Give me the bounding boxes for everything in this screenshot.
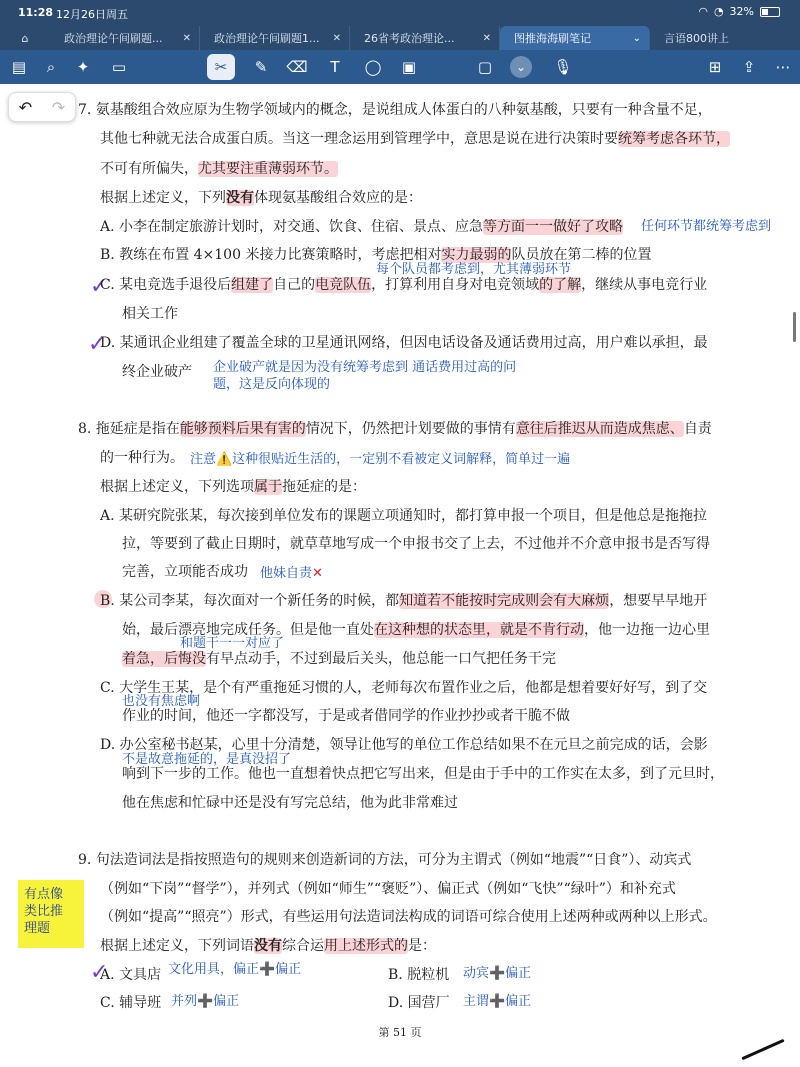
q9-stem-line2: （例如“下岗”“督学”），并列式（例如“师生”“褒贬”）、偏正式（例如“飞快”“绿叶”）和补充式 xyxy=(100,881,676,897)
text: 根据上述定义，下列选项 xyxy=(100,479,254,495)
highlight: 组建了 xyxy=(231,277,274,293)
q8-stem-line1 xyxy=(78,420,712,438)
search-icon[interactable]: ⌕ xyxy=(46,58,56,76)
q7-question xyxy=(100,189,422,207)
q8-option-a-cont2: 完善，立项能否成功 xyxy=(122,564,248,580)
tab-4-active[interactable] xyxy=(500,26,650,50)
q7-stem-line1: 7. 氨基酸组合效应原为生物学领域内的概念，是说组成人体蛋白的八种氨基酸，只要有一种含量不足， xyxy=(78,102,712,118)
text: 队员放在第二棒的位置 xyxy=(511,247,652,263)
q7-option-d: D. 某通讯企业组建了覆盖全球的卫星通讯网络，但因电话设备及通话费用过高，用户难以承担，最 xyxy=(100,335,708,351)
note-q9-c: 并列➕偏正 xyxy=(171,994,240,1009)
q8-question xyxy=(100,478,366,496)
highlight: 没有 xyxy=(254,938,282,954)
highlight: 意往后推迟从而造成焦虑、 xyxy=(515,421,684,437)
chevron-down-icon[interactable]: ⌄ xyxy=(632,32,641,44)
text: 自己的 xyxy=(273,277,316,293)
tab-label: 政治理论午间刷题... xyxy=(64,32,163,45)
text: 他妹自责 xyxy=(260,566,313,581)
tab-label: 政治理论午间刷题1... xyxy=(214,32,320,45)
text: 情况下，仍然把计划要做的事情有 xyxy=(305,421,516,437)
home-icon[interactable]: ⌂ xyxy=(21,31,29,45)
q9-option-a: A. 文具店 xyxy=(100,967,162,983)
text: ，打算利用自身对电竞领域 xyxy=(371,277,540,293)
tab-label: 言语800讲上 xyxy=(664,32,729,45)
note-q8-c: 也没有焦虑啊 xyxy=(122,694,201,709)
q8-option-d: D. 办公室秘书赵某，心里十分清楚，领导让他写的单位工作总结如果不在元旦之前完成的话，会影 xyxy=(100,737,708,753)
pages-icon[interactable]: ▭ xyxy=(111,58,127,76)
q8-option-d-cont1: 响到下一步的工作。他也一直想着快点把它写出来，但是由于手中的工作实在太多，到了元旦时， xyxy=(122,766,724,782)
note-q9-a: 文化用具，偏正➕偏正 xyxy=(168,962,302,977)
note-q8-d: 不是故意拖延的，是真没招了 xyxy=(122,752,292,767)
q7-option-c xyxy=(100,276,707,294)
text: 其他七种就无法合成蛋白质。当这一理念运用到管理学中，意思是说在进行决策时要 xyxy=(100,131,618,147)
note-q7-b: 每个队员都考虑到，尤其薄弱环节 xyxy=(376,262,572,277)
q9-option-b: B. 脱粒机 xyxy=(388,967,450,983)
highlight: 属于 xyxy=(254,479,282,495)
q8-option-a-cont1: 拉，等要到了截止日期时，就草草地写成一个申报书交了上去，不过他并不介意申报书是否写得 xyxy=(122,536,710,552)
check-icon: ✓ xyxy=(90,274,109,299)
tab-label: 图推海海刷笔记 xyxy=(514,32,591,45)
q9-question xyxy=(100,937,436,955)
text: 自责 xyxy=(683,421,712,437)
page-number: 第 51 页 xyxy=(378,1026,422,1039)
alarm-icon: ◔ xyxy=(713,5,724,18)
highlight: 知道若不能按时完成则会有大麻烦 xyxy=(399,593,610,609)
status-time: 11:28 xyxy=(18,6,54,19)
undo-redo xyxy=(8,92,76,122)
text: B. 某公司李某，每次面对一个新任务的时候，都 xyxy=(100,593,400,609)
highlight: 等方面一一做好了攻略 xyxy=(483,219,624,235)
tab-label: 26省考政治理论... xyxy=(364,32,455,45)
pen-icon[interactable]: ✎ xyxy=(254,58,268,76)
q8-option-c-cont: 作业的时间，他还一字都没写，于是或者借同学的作业抄抄或者干脆不做 xyxy=(122,708,570,724)
highlight: 着急，后悔没 xyxy=(122,651,206,667)
note-q7-d-line2: 题，这是反向体现的 xyxy=(213,377,331,392)
text: ，想要早早地开 xyxy=(609,593,708,609)
q7-option-d-cont: 终企业破产 xyxy=(122,364,192,380)
q8-option-a: A. 某研究院张某，每次接到单位发布的课题立项通知时，都打算申报一个项目，但是他总是拖拖拉 xyxy=(100,508,708,524)
highlight: 用上述形式的 xyxy=(324,938,408,954)
scrollbar[interactable] xyxy=(793,312,796,342)
text: 根据上述定义，下列词语 xyxy=(100,938,254,954)
q7-option-c-cont: 相关工作 xyxy=(122,306,178,322)
note-q7-d-line1: 企业破产就是因为没有统筹考虑到 通话费用过高的问 xyxy=(213,360,517,375)
status-date: 12月26日周五 xyxy=(56,8,128,21)
q7-stem-line3 xyxy=(100,160,338,178)
tab-2[interactable] xyxy=(200,26,350,50)
status-right xyxy=(698,5,780,18)
highlight: 没有 xyxy=(226,190,254,206)
highlight: 的了解 xyxy=(539,277,582,293)
sparkle-icon[interactable]: ✦ xyxy=(76,58,90,76)
tab-1[interactable] xyxy=(50,26,200,50)
image-icon[interactable]: ▣ xyxy=(401,58,417,76)
text: A. 小李在制定旅游计划时，对交通、饮食、住宿、景点、应急 xyxy=(100,219,484,235)
sticker-icon[interactable]: ▢ xyxy=(477,58,493,76)
q8-stem-line2: 的一种行为。 xyxy=(100,450,184,466)
sticky-note[interactable]: 有点像 类比推 理题 xyxy=(18,880,84,948)
status-bar xyxy=(0,0,800,26)
redo-icon[interactable]: ↷ xyxy=(51,97,66,117)
q9-option-c: C. 辅导班 xyxy=(100,995,162,1011)
note-q9-d: 主谓➕偏正 xyxy=(463,994,532,1009)
highlight: 在这种想的状态里，就是不肯行动 xyxy=(374,622,584,638)
note-q8-stem: 注意⚠️这种很贴近生活的，一定别不看被定义词解释，简单过一遍 xyxy=(190,452,571,467)
q9-option-d: D. 国营厂 xyxy=(388,995,450,1011)
close-icon[interactable]: ✕ xyxy=(482,32,491,44)
battery-icon xyxy=(760,7,780,17)
battery-percent: 32% xyxy=(729,5,754,18)
q7-stem-line2 xyxy=(100,130,730,148)
sidebar-icon[interactable]: ▤ xyxy=(11,58,27,76)
close-icon[interactable]: ✕ xyxy=(332,32,341,44)
more-icon[interactable]: ⋯ xyxy=(775,58,791,76)
q7-option-a xyxy=(100,218,623,236)
highlight: 实力最弱的 xyxy=(441,247,512,263)
highlight: 尤其要注重薄弱环节。 xyxy=(198,161,338,177)
q8-option-c: C. 大学生王某，是个有严重拖延习惯的人，老师每次布置作业之后，他都是想着要好好写，到了交 xyxy=(100,680,708,696)
eraser-icon[interactable]: ⌫ xyxy=(286,58,308,76)
text: B. 教练在布置 4×100 米接力比赛策略时，考虑把相对 xyxy=(100,247,442,263)
note-q9-b: 动宾➕偏正 xyxy=(463,966,532,981)
check-icon: ✓ xyxy=(88,332,107,357)
note-q8-a xyxy=(260,566,323,582)
text: ，他一边拖一边心里 xyxy=(584,622,710,638)
q9-stem-line1: 9. 句法造词法是指按照造句的规则来创造新词的方法，可分为主谓式（例如“地震”“日食”）、动宾式 xyxy=(78,852,692,868)
highlight: 能够预料后果有害的 xyxy=(179,421,306,437)
export-icon[interactable]: ⊞ xyxy=(708,58,722,76)
text: ，继续从事电竞行业 xyxy=(581,277,708,293)
tab-5[interactable] xyxy=(650,26,790,50)
q8-option-d-cont2: 他在焦虑和忙碌中还是没有写完总结，他为此非常难过 xyxy=(122,795,458,811)
text: 体现氨基酸组合效应的是： xyxy=(254,190,422,206)
highlight: 电竞队伍 xyxy=(315,277,372,293)
note-q7-a: 任何环节都统筹考虑到 xyxy=(641,219,772,234)
wifi-icon: ◠ xyxy=(698,5,708,18)
text: 是： xyxy=(408,938,436,954)
lasso-icon[interactable]: ✂ xyxy=(207,54,235,80)
text: 综合运 xyxy=(282,938,324,954)
home-indicator xyxy=(741,1039,784,1060)
text: 始，最后漂亮地完成任务。但是他一直处 xyxy=(122,622,374,638)
text: C. 某电竞选手退役后 xyxy=(100,277,232,293)
text: 不可有所偏失， xyxy=(100,161,198,177)
text: 有早点动手，不过到最后关头，他总能一口气把任务干完 xyxy=(206,651,556,667)
close-icon[interactable]: ✕ xyxy=(182,32,191,44)
undo-icon[interactable]: ↶ xyxy=(18,97,33,117)
tab-3[interactable] xyxy=(350,26,500,50)
text: 根据上述定义，下列 xyxy=(100,190,226,206)
shape-icon[interactable]: ◯ xyxy=(364,58,382,76)
note-q8-b: 和题干一一对应了 xyxy=(180,636,285,651)
battery-fill xyxy=(762,9,768,15)
q8-option-b-cont2 xyxy=(122,650,556,668)
toolbar xyxy=(0,50,800,84)
mic-icon[interactable]: 🎙 xyxy=(553,58,573,76)
q9-stem-line3: （例如“提高”“照亮”）形式，有些运用句法造词法构成的词语可综合使用上述两种或两种以上形式。 xyxy=(100,909,717,925)
text: 8. 拖延症是指在 xyxy=(78,421,180,437)
share-icon[interactable]: ⇪ xyxy=(742,58,756,76)
highlight: 统筹考虑各环节， xyxy=(618,131,730,147)
tab-bar xyxy=(0,26,800,50)
cross-icon: ✕ xyxy=(312,566,323,581)
check-icon: ✓ xyxy=(90,960,109,985)
text: 拖延症的是： xyxy=(282,479,366,495)
q8-option-b xyxy=(100,592,707,610)
text-box-icon[interactable]: T xyxy=(330,58,340,76)
more-down-icon[interactable]: ⌄ xyxy=(510,56,532,78)
